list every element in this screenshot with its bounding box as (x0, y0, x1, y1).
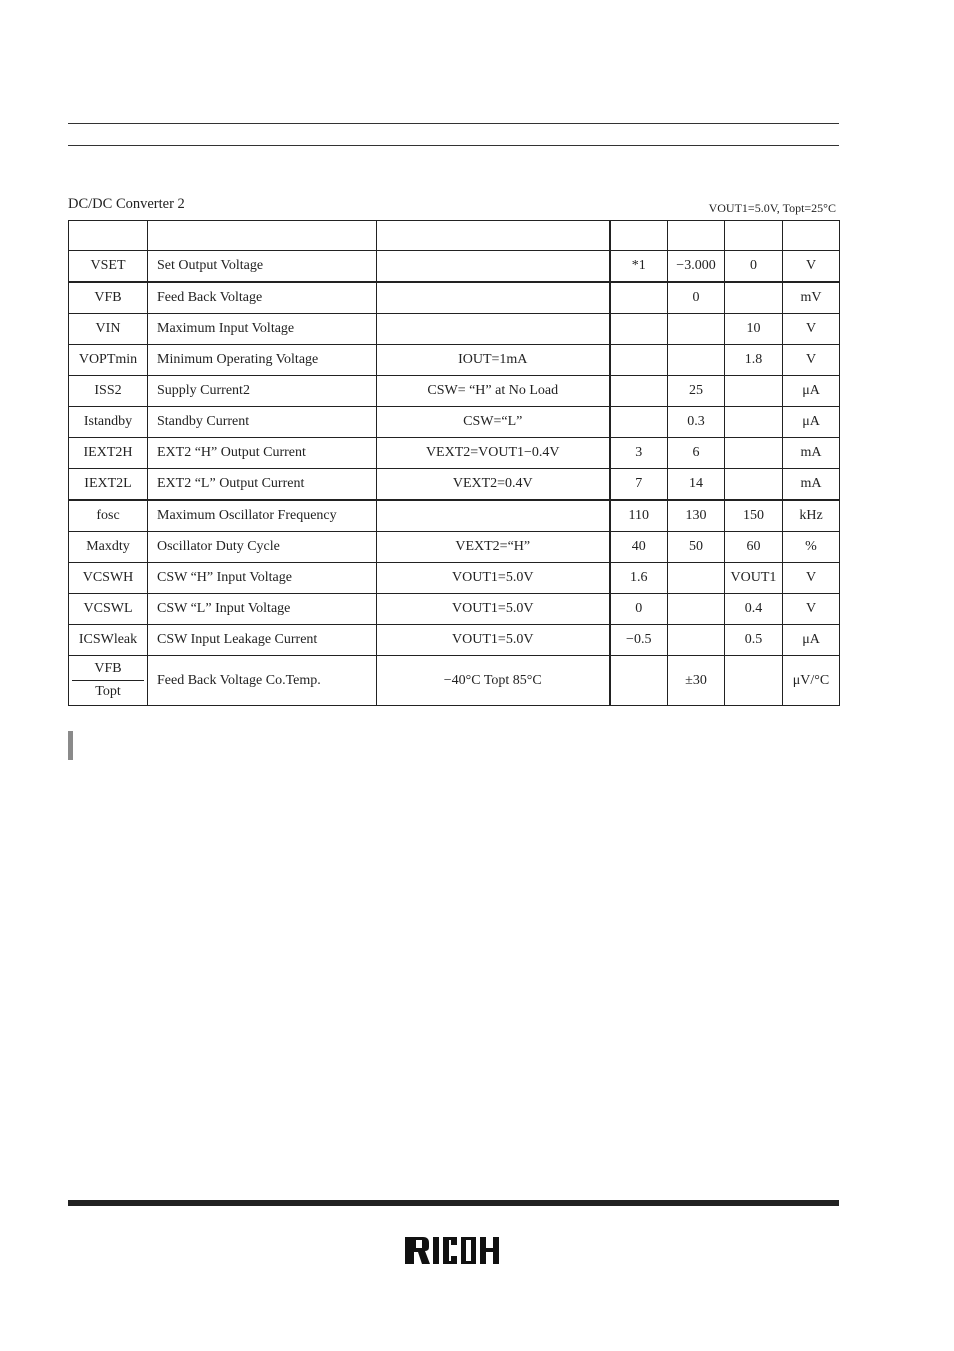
item-cell: Maximum Input Voltage (148, 314, 377, 345)
typ-cell: 130 (668, 500, 725, 532)
min-cell (610, 282, 668, 314)
item-cell: Set Output Voltage (148, 251, 377, 283)
condition-cell: −40°C Topt 85°C (377, 656, 610, 706)
typ-cell (668, 314, 725, 345)
unit-cell: mA (783, 438, 840, 469)
unit-cell: μV/°C (783, 656, 840, 706)
unit-cell: V (783, 345, 840, 376)
symbol-numerator: VFB (94, 661, 122, 676)
symbol-cell: Istandby (69, 407, 148, 438)
item-cell: Maximum Oscillator Frequency (148, 500, 377, 532)
typ-cell (668, 594, 725, 625)
symbol-cell: IEXT2L (69, 469, 148, 501)
condition-cell: VOUT1=5.0V (377, 594, 610, 625)
typ-cell: ±30 (668, 656, 725, 706)
table-row (69, 594, 840, 625)
symbol-cell: VOPTmin (69, 345, 148, 376)
min-cell (610, 345, 668, 376)
unit-cell: μA (783, 376, 840, 407)
item-cell: CSW “L” Input Voltage (148, 594, 377, 625)
symbol-cell: Maxdty (69, 532, 148, 563)
min-cell: *1 (610, 251, 668, 283)
table-row (69, 407, 840, 438)
table-row (69, 563, 840, 594)
max-cell: 0.4 (725, 594, 783, 625)
min-cell: 3 (610, 438, 668, 469)
max-cell: 60 (725, 532, 783, 563)
table-header-row (69, 221, 840, 251)
max-cell (725, 376, 783, 407)
unit-cell: V (783, 251, 840, 283)
condition-cell (377, 500, 610, 532)
typ-cell (668, 563, 725, 594)
symbol-cell: VSET (69, 251, 148, 283)
item-cell: Minimum Operating Voltage (148, 345, 377, 376)
typ-cell (668, 345, 725, 376)
condition-cell (377, 282, 610, 314)
min-cell (610, 407, 668, 438)
item-cell: EXT2 “L” Output Current (148, 469, 377, 501)
min-cell: 1.6 (610, 563, 668, 594)
table-row (69, 282, 840, 314)
max-cell (725, 407, 783, 438)
symbol-cell: ISS2 (69, 376, 148, 407)
min-cell: 110 (610, 500, 668, 532)
header-cell-max (725, 221, 783, 251)
symbol-cell: VFB (69, 282, 148, 314)
max-cell: 150 (725, 500, 783, 532)
condition-cell: IOUT=1mA (377, 345, 610, 376)
unit-cell: kHz (783, 500, 840, 532)
symbol-cell: VCSWL (69, 594, 148, 625)
item-cell: Feed Back Voltage (148, 282, 377, 314)
max-cell: 0.5 (725, 625, 783, 656)
table-row (69, 469, 840, 501)
typ-cell: 14 (668, 469, 725, 501)
unit-cell: V (783, 314, 840, 345)
min-cell: 0 (610, 594, 668, 625)
max-cell: 1.8 (725, 345, 783, 376)
min-cell (610, 376, 668, 407)
condition-cell: VEXT2=VOUT1−0.4V (377, 438, 610, 469)
symbol-cell: fosc (69, 500, 148, 532)
header-cell-min (610, 221, 668, 251)
condition-cell: CSW=“L” (377, 407, 610, 438)
unit-cell: mV (783, 282, 840, 314)
min-cell (610, 656, 668, 706)
typ-cell: 25 (668, 376, 725, 407)
condition-cell: VOUT1=5.0V (377, 625, 610, 656)
table-row (69, 625, 840, 656)
max-cell (725, 438, 783, 469)
table-row (69, 656, 840, 706)
item-cell: Standby Current (148, 407, 377, 438)
symbol-denominator: Topt (95, 684, 121, 699)
unit-cell: μA (783, 407, 840, 438)
symbol-cell: VCSWH (69, 563, 148, 594)
condition-cell: VEXT2=“H” (377, 532, 610, 563)
header-cell-item (148, 221, 377, 251)
condition-cell (377, 314, 610, 345)
typ-cell: 50 (668, 532, 725, 563)
header-rule-top (68, 123, 839, 124)
symbol-cell: ICSWleak (69, 625, 148, 656)
condition-cell: CSW= “H” at No Load (377, 376, 610, 407)
symbol-cell: IEXT2H (69, 438, 148, 469)
footer-rule (68, 1200, 839, 1206)
unit-cell: V (783, 563, 840, 594)
header-cell-conditions (377, 221, 610, 251)
item-cell: CSW “H” Input Voltage (148, 563, 377, 594)
unit-cell: μA (783, 625, 840, 656)
ricoh-logo (405, 1237, 503, 1264)
item-cell: EXT2 “H” Output Current (148, 438, 377, 469)
max-cell: 10 (725, 314, 783, 345)
symbol-cell (69, 656, 148, 706)
condition-cell (377, 251, 610, 283)
table-row (69, 345, 840, 376)
section-title: DC/DC Converter 2 (68, 196, 185, 212)
typ-cell (668, 625, 725, 656)
item-cell: Supply Current2 (148, 376, 377, 407)
table-row (69, 438, 840, 469)
condition-cell: VOUT1=5.0V (377, 563, 610, 594)
min-cell: −0.5 (610, 625, 668, 656)
min-cell (610, 314, 668, 345)
table-row (69, 251, 840, 283)
header-rule-bottom (68, 145, 839, 146)
header-cell-unit (783, 221, 840, 251)
item-cell: Feed Back Voltage Co.Temp. (148, 656, 377, 706)
header-cell-symbol (69, 221, 148, 251)
typ-cell: 6 (668, 438, 725, 469)
section-side-marker (68, 731, 73, 760)
min-cell: 40 (610, 532, 668, 563)
max-cell (725, 469, 783, 501)
unit-cell: V (783, 594, 840, 625)
condition-cell: VEXT2=0.4V (377, 469, 610, 501)
max-cell (725, 282, 783, 314)
test-conditions: VOUT1=5.0V, Topt=25°C (708, 201, 836, 215)
table-row (69, 500, 840, 532)
max-cell: VOUT1 (725, 563, 783, 594)
unit-cell: % (783, 532, 840, 563)
typ-cell: 0.3 (668, 407, 725, 438)
table-row (69, 314, 840, 345)
symbol-cell: VIN (69, 314, 148, 345)
typ-cell: 0 (668, 282, 725, 314)
typ-cell: −3.000 (668, 251, 725, 283)
min-cell: 7 (610, 469, 668, 501)
table-row (69, 532, 840, 563)
item-cell: Oscillator Duty Cycle (148, 532, 377, 563)
electrical-characteristics-table (68, 220, 840, 706)
max-cell: 0 (725, 251, 783, 283)
item-cell: CSW Input Leakage Current (148, 625, 377, 656)
table-row (69, 376, 840, 407)
max-cell (725, 656, 783, 706)
unit-cell: mA (783, 469, 840, 501)
header-cell-typ (668, 221, 725, 251)
